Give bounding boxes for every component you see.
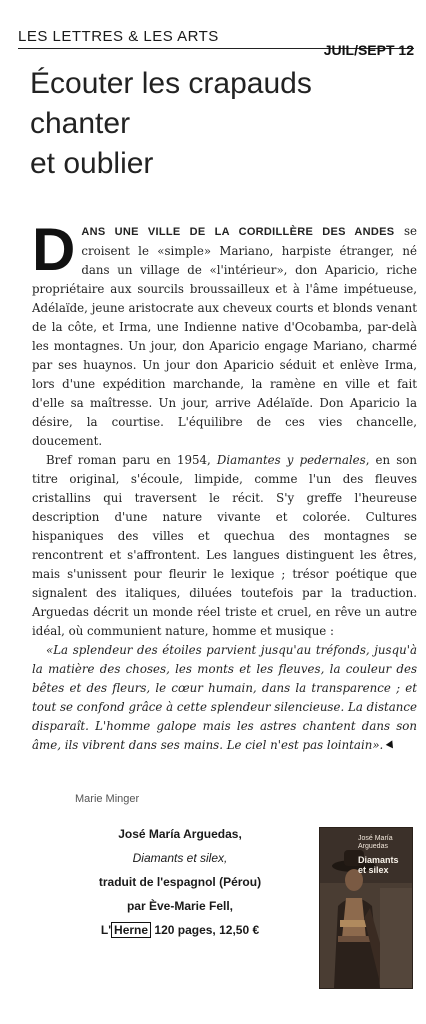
- paragraph-2-end: , en son titre original, s'écoule, limpide, comme l'un des fleuves cristallins qui traversent le récit. S'y greffe l'heureuse description d'une nature vivante et colorée. Cultures hispaniques des villes et quechua des montagnes se rencontrent et s'affrontent. Les langues distinguent les êtres, mais s'unissent pour fleurir le lexique ; trésor poétique que signalent des italiques, diluées toutefois par la traduction. Arguedas décrit un monde réel triste et cruel, en rêve un autre idéal, où communient nature, homme et musique :: [32, 453, 417, 638]
- title-line-1: Écouter les crapauds: [30, 67, 312, 100]
- paragraph-1-text: se croisent le «simple» Mariano, harpiste étranger, né dans un village de «l'intérieur», don Aparicio, riche propriétaire aux sourcils broussailleux et à l'âme impétueuse, Adélaïde, jeune aristocrate aux cheveux courts et blonds venant de la côte, et Irma, une Indienne native d'Ocobamba, par-delà les montagnes. Un jour, don Aparicio engage Mariano, charmé par ses huaynos. Un jour don Aparicio séduit et enlève Irma, lors d'une expédition marchande, la ramène en ville et fait d'elle sa maîtresse. Un jour, arrive Adélaïde. Don Aparicio la désire, la courtise. L'équilibre de ces vies chancelle, doucement.: [32, 224, 417, 448]
- cover-title: [358, 855, 412, 875]
- cover-title-line-1: Diamants: [358, 855, 399, 865]
- article-body: [32, 216, 417, 755]
- publisher-logo: Herne: [111, 922, 151, 938]
- paragraph-1: [32, 216, 417, 451]
- section-label: LES LETTRES & LES ARTS: [18, 28, 219, 45]
- book-translator: par Ève-Marie Fell,: [126, 899, 234, 913]
- book-author: José María Arguedas,: [118, 827, 242, 841]
- article-title: [30, 64, 410, 184]
- book-credits: [60, 822, 300, 942]
- page-header: [18, 28, 414, 58]
- quotation: [32, 641, 417, 755]
- book-details: 120 pages, 12,50 €: [151, 923, 260, 937]
- book-translation: traduit de l'espagnol (Pérou): [98, 875, 262, 889]
- cover-photo: [320, 828, 412, 988]
- title-line-3: et oublier: [30, 147, 154, 180]
- quotation-text: «La splendeur des étoiles parvient jusqu'au tréfonds, jusqu'à la matière des choses, les monts et les fleuves, la couleur des bêtes et des fleurs, le cœur humain, dans la transparence ; et tout se confond grâce à cette splendeur silencieuse. La distance disparaît. L'homme galope mais les astres chantent dans son âme, ils vibrent dans ses mains. Le ciel n'est pas lointain».: [32, 643, 417, 752]
- book-publisher-line: [60, 918, 300, 942]
- paragraph-2-start: Bref roman paru en 1954,: [46, 453, 217, 467]
- paragraph-2: [32, 451, 417, 641]
- publisher-prefix: L': [100, 923, 112, 937]
- article-author: Marie Minger: [75, 793, 140, 805]
- issue-date: JUIL/SEPT 12: [323, 42, 414, 58]
- cover-title-line-2: et silex: [358, 865, 389, 875]
- book-cover: [320, 828, 412, 988]
- title-line-2: chanter: [30, 107, 131, 140]
- cover-author: José María Arguedas: [358, 835, 393, 850]
- drop-cap: D: [32, 216, 76, 283]
- original-title: Diamantes y pedernales: [216, 453, 366, 467]
- book-title: Diamants et silex,: [132, 851, 228, 865]
- lead-in: ANS UNE VILLE DE LA CORDILLÈRE DES ANDES: [81, 226, 395, 238]
- triangle-end-mark-icon: [386, 740, 397, 750]
